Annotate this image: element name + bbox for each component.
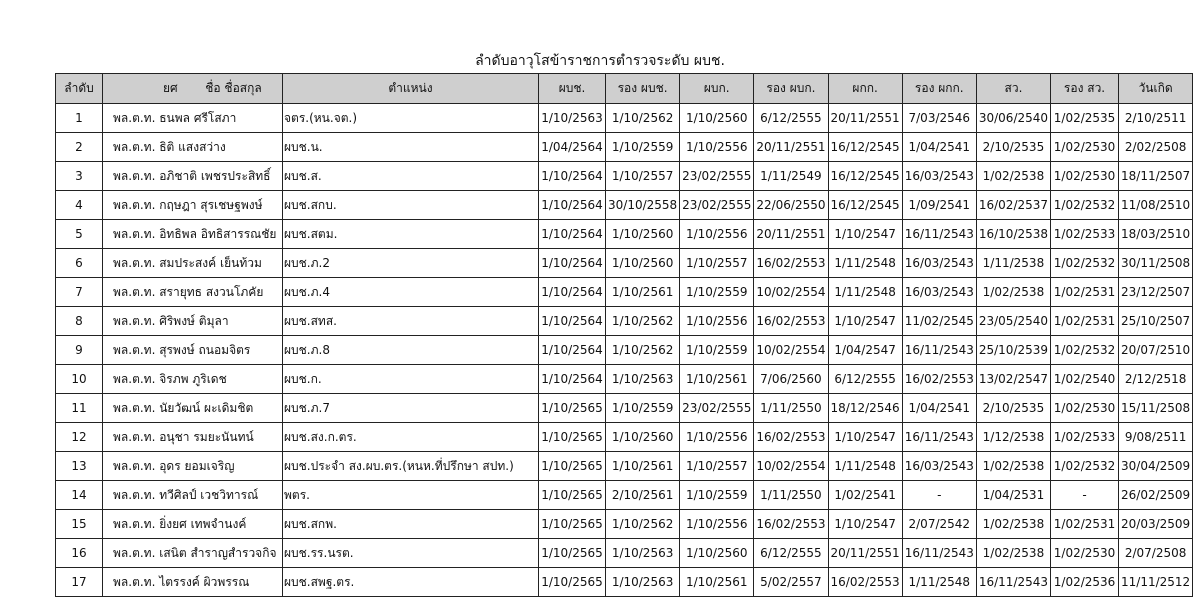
cell-order: 15 [56,510,103,539]
cell-date-6: 16/02/2553 [902,365,976,394]
cell-date-5: 1/11/2548 [828,452,902,481]
cell-date-7: 1/02/2538 [976,162,1050,191]
header-fullname: ชื่อ ชื่อสกุล [205,81,262,95]
cell-date-4: 10/02/2554 [754,336,828,365]
header-d5: ผกก. [828,74,902,104]
cell-position: จตร.(หน.จต.) [283,104,539,133]
cell-date-9: 25/10/2507 [1119,307,1193,336]
cell-date-5: 1/10/2547 [828,510,902,539]
cell-name: พล.ต.ท. อนุชา รมยะนันทน์ [103,423,283,452]
cell-date-8: 1/02/2531 [1051,510,1119,539]
cell-date-4: 22/06/2550 [754,191,828,220]
cell-order: 14 [56,481,103,510]
cell-date-9: 30/04/2509 [1119,452,1193,481]
cell-date-7: 25/10/2539 [976,336,1050,365]
header-name [103,74,283,104]
cell-date-5: 1/10/2547 [828,220,902,249]
cell-date-7: 16/11/2543 [976,568,1050,597]
cell-order: 3 [56,162,103,191]
cell-name: พล.ต.ท. สมประสงค์ เย็นท้วม [103,249,283,278]
cell-date-3: 1/10/2556 [680,307,754,336]
cell-date-7: 1/02/2538 [976,510,1050,539]
cell-date-6: 16/11/2543 [902,336,976,365]
cell-position: ผบช.สกพ. [283,510,539,539]
cell-date-2: 1/10/2559 [606,133,680,162]
header-d2: รอง ผบช. [606,74,680,104]
cell-date-3: 1/10/2560 [680,104,754,133]
cell-order: 7 [56,278,103,307]
table-row [56,307,1193,336]
cell-date-1: 1/10/2564 [539,191,606,220]
cell-date-4: 1/11/2550 [754,394,828,423]
cell-date-5: 16/02/2553 [828,568,902,597]
cell-date-8: 1/02/2531 [1051,278,1119,307]
cell-date-7: 1/12/2538 [976,423,1050,452]
table-row [56,220,1193,249]
cell-order: 11 [56,394,103,423]
cell-name: พล.ต.ท. ธนพล ศรีโสภา [103,104,283,133]
cell-order: 5 [56,220,103,249]
cell-date-3: 1/10/2556 [680,220,754,249]
cell-order: 13 [56,452,103,481]
cell-date-6: 16/03/2543 [902,162,976,191]
cell-date-5: 16/12/2545 [828,133,902,162]
cell-date-8: 1/02/2540 [1051,365,1119,394]
cell-date-3: 1/10/2557 [680,249,754,278]
table-row [56,133,1193,162]
table-row [56,336,1193,365]
cell-name: พล.ต.ท. ธิติ แสงสว่าง [103,133,283,162]
cell-date-2: 1/10/2563 [606,539,680,568]
cell-date-2: 1/10/2562 [606,336,680,365]
cell-date-8: 1/02/2536 [1051,568,1119,597]
cell-date-9: 2/07/2508 [1119,539,1193,568]
cell-date-5: 20/11/2551 [828,104,902,133]
cell-date-1: 1/10/2564 [539,249,606,278]
cell-position: พตร. [283,481,539,510]
cell-date-3: 1/10/2557 [680,452,754,481]
cell-date-2: 1/10/2562 [606,307,680,336]
cell-date-9: 20/07/2510 [1119,336,1193,365]
cell-position: ผบช.รร.นรต. [283,539,539,568]
cell-date-2: 30/10/2558 [606,191,680,220]
cell-date-8: 1/02/2533 [1051,220,1119,249]
table-row [56,539,1193,568]
cell-date-4: 1/11/2550 [754,481,828,510]
header-rank: ยศ [162,81,178,95]
cell-date-2: 1/10/2563 [606,568,680,597]
cell-date-4: 16/02/2553 [754,423,828,452]
cell-position: ผบช.ภ.7 [283,394,539,423]
cell-order: 2 [56,133,103,162]
cell-date-6: 16/11/2543 [902,220,976,249]
table-row [56,249,1193,278]
table-row [56,278,1193,307]
cell-date-7: 2/10/2535 [976,133,1050,162]
cell-date-3: 1/10/2560 [680,539,754,568]
cell-date-3: 1/10/2559 [680,336,754,365]
cell-date-8: 1/02/2535 [1051,104,1119,133]
table-row [56,365,1193,394]
cell-date-6: 1/04/2541 [902,394,976,423]
cell-date-1: 1/10/2565 [539,568,606,597]
cell-date-7: 1/02/2538 [976,452,1050,481]
cell-name: พล.ต.ท. สุรพงษ์ ถนอมจิตร [103,336,283,365]
cell-date-3: 1/10/2559 [680,481,754,510]
cell-date-9: 2/02/2508 [1119,133,1193,162]
cell-name: พล.ต.ท. ศิริพงษ์ ติมุลา [103,307,283,336]
cell-date-6: 16/03/2543 [902,249,976,278]
cell-date-7: 1/11/2538 [976,249,1050,278]
cell-date-7: 30/06/2540 [976,104,1050,133]
cell-date-9: 23/12/2507 [1119,278,1193,307]
table-row [56,452,1193,481]
cell-date-1: 1/10/2564 [539,278,606,307]
cell-date-2: 1/10/2562 [606,510,680,539]
table-row [56,394,1193,423]
cell-date-8: 1/02/2532 [1051,336,1119,365]
cell-date-2: 1/10/2563 [606,365,680,394]
cell-order: 17 [56,568,103,597]
cell-date-7: 1/02/2538 [976,278,1050,307]
cell-date-1: 1/10/2565 [539,539,606,568]
table-body [56,104,1193,597]
cell-date-6: 7/03/2546 [902,104,976,133]
cell-date-9: 30/11/2508 [1119,249,1193,278]
cell-date-8: 1/02/2530 [1051,162,1119,191]
cell-date-9: 18/11/2507 [1119,162,1193,191]
cell-date-8: 1/02/2532 [1051,452,1119,481]
cell-date-5: 18/12/2546 [828,394,902,423]
cell-order: 16 [56,539,103,568]
cell-name: พล.ต.ท. อิทธิพล อิทธิสารรณชัย [103,220,283,249]
table-row [56,568,1193,597]
header-row [56,74,1193,104]
cell-name: พล.ต.ท. กฤษฎา สุรเชษฐพงษ์ [103,191,283,220]
cell-date-3: 1/10/2561 [680,568,754,597]
header-d7: สว. [976,74,1050,104]
cell-date-7: 16/02/2537 [976,191,1050,220]
cell-date-4: 10/02/2554 [754,452,828,481]
cell-date-4: 7/06/2560 [754,365,828,394]
cell-date-9: 2/12/2518 [1119,365,1193,394]
cell-position: ผบช.น. [283,133,539,162]
cell-position: ผบช.ส. [283,162,539,191]
header-position: ตำแหน่ง [283,74,539,104]
cell-position: ผบช.สตม. [283,220,539,249]
cell-date-3: 1/10/2559 [680,278,754,307]
cell-date-6: 11/02/2545 [902,307,976,336]
table-row [56,191,1193,220]
cell-position: ผบช.สพฐ.ตร. [283,568,539,597]
cell-date-4: 20/11/2551 [754,133,828,162]
cell-name: พล.ต.ท. ทวีศิลป์ เวชวิทารณ์ [103,481,283,510]
cell-order: 9 [56,336,103,365]
cell-date-1: 1/10/2565 [539,510,606,539]
table-row [56,481,1193,510]
cell-date-5: 1/11/2548 [828,249,902,278]
cell-date-3: 1/10/2561 [680,365,754,394]
header-d9: วันเกิด [1119,74,1193,104]
cell-date-9: 11/11/2512 [1119,568,1193,597]
cell-date-2: 1/10/2560 [606,220,680,249]
cell-date-4: 10/02/2554 [754,278,828,307]
cell-date-2: 1/10/2560 [606,249,680,278]
cell-date-9: 2/10/2511 [1119,104,1193,133]
header-d1: ผบช. [539,74,606,104]
cell-name: พล.ต.ท. นัยวัฒน์ ผะเดิมชิต [103,394,283,423]
cell-position: ผบช.ประจำ สง.ผบ.ตร.(หนห.ที่ปรึกษา สปท.) [283,452,539,481]
cell-position: ผบช.ภ.8 [283,336,539,365]
cell-name: พล.ต.ท. ยิ่งยศ เทพจำนงค์ [103,510,283,539]
cell-date-5: 1/11/2548 [828,278,902,307]
header-order: ลำดับ [56,74,103,104]
header-d8: รอง สว. [1051,74,1119,104]
cell-date-2: 1/10/2562 [606,104,680,133]
cell-date-1: 1/10/2564 [539,336,606,365]
cell-date-9: 9/08/2511 [1119,423,1193,452]
cell-date-5: 20/11/2551 [828,539,902,568]
cell-date-4: 1/11/2549 [754,162,828,191]
cell-date-4: 6/12/2555 [754,104,828,133]
cell-date-3: 23/02/2555 [680,162,754,191]
cell-date-5: 1/10/2547 [828,307,902,336]
cell-date-5: 6/12/2555 [828,365,902,394]
cell-date-5: 1/10/2547 [828,423,902,452]
cell-date-7: 1/02/2538 [976,539,1050,568]
cell-name: พล.ต.ท. อภิชาติ เพชรประสิทธิ์ [103,162,283,191]
cell-date-4: 6/12/2555 [754,539,828,568]
cell-date-1: 1/10/2564 [539,162,606,191]
cell-date-8: 1/02/2532 [1051,191,1119,220]
cell-date-6: 2/07/2542 [902,510,976,539]
cell-date-3: 1/10/2556 [680,133,754,162]
cell-date-6: 16/03/2543 [902,452,976,481]
cell-date-2: 1/10/2559 [606,394,680,423]
cell-date-4: 16/02/2553 [754,510,828,539]
cell-name: พล.ต.ท. อุดร ยอมเจริญ [103,452,283,481]
cell-date-5: 16/12/2545 [828,162,902,191]
cell-date-3: 23/02/2555 [680,191,754,220]
cell-date-8: 1/02/2530 [1051,394,1119,423]
cell-date-7: 16/10/2538 [976,220,1050,249]
header-d3: ผบก. [680,74,754,104]
cell-date-8: 1/02/2530 [1051,133,1119,162]
cell-date-7: 23/05/2540 [976,307,1050,336]
cell-date-9: 20/03/2509 [1119,510,1193,539]
cell-order: 1 [56,104,103,133]
seniority-table [55,73,1193,597]
header-d4: รอง ผบก. [754,74,828,104]
cell-date-1: 1/10/2565 [539,394,606,423]
cell-order: 10 [56,365,103,394]
cell-order: 12 [56,423,103,452]
cell-position: ผบช.ภ.2 [283,249,539,278]
cell-date-4: 16/02/2553 [754,307,828,336]
cell-position: ผบช.ภ.4 [283,278,539,307]
cell-date-4: 5/02/2557 [754,568,828,597]
cell-position: ผบช.สกบ. [283,191,539,220]
cell-date-1: 1/10/2564 [539,220,606,249]
table-row [56,510,1193,539]
cell-date-5: 1/02/2541 [828,481,902,510]
cell-order: 8 [56,307,103,336]
cell-name: พล.ต.ท. เสนิต สำราญสำรวจกิจ [103,539,283,568]
document-title: ลำดับอาวุโสข้าราชการตำรวจระดับ ผบช. [475,53,725,69]
cell-date-9: 26/02/2509 [1119,481,1193,510]
header-d6: รอง ผกก. [902,74,976,104]
cell-date-6: 16/11/2543 [902,539,976,568]
cell-position: ผบช.ก. [283,365,539,394]
table-row [56,104,1193,133]
cell-date-1: 1/10/2564 [539,365,606,394]
cell-date-9: 18/03/2510 [1119,220,1193,249]
cell-date-1: 1/10/2563 [539,104,606,133]
cell-date-6: 1/04/2541 [902,133,976,162]
cell-date-2: 1/10/2561 [606,278,680,307]
cell-date-9: 11/08/2510 [1119,191,1193,220]
cell-date-2: 2/10/2561 [606,481,680,510]
cell-date-3: 1/10/2556 [680,423,754,452]
table-row [56,423,1193,452]
cell-date-1: 1/10/2565 [539,481,606,510]
cell-date-1: 1/10/2565 [539,452,606,481]
cell-date-1: 1/04/2564 [539,133,606,162]
cell-date-7: 13/02/2547 [976,365,1050,394]
cell-order: 6 [56,249,103,278]
cell-date-6: - [902,481,976,510]
cell-date-4: 20/11/2551 [754,220,828,249]
cell-name: พล.ต.ท. สรายุทธ สงวนโภคัย [103,278,283,307]
cell-date-6: 1/09/2541 [902,191,976,220]
cell-date-2: 1/10/2560 [606,423,680,452]
cell-date-8: 1/02/2532 [1051,249,1119,278]
cell-order: 4 [56,191,103,220]
cell-date-4: 16/02/2553 [754,249,828,278]
cell-date-9: 15/11/2508 [1119,394,1193,423]
cell-date-3: 1/10/2556 [680,510,754,539]
cell-date-7: 2/10/2535 [976,394,1050,423]
cell-date-3: 23/02/2555 [680,394,754,423]
cell-date-1: 1/10/2564 [539,307,606,336]
cell-date-8: - [1051,481,1119,510]
table-row [56,162,1193,191]
cell-date-6: 16/03/2543 [902,278,976,307]
cell-date-8: 1/02/2530 [1051,539,1119,568]
cell-date-8: 1/02/2531 [1051,307,1119,336]
cell-date-2: 1/10/2561 [606,452,680,481]
cell-date-1: 1/10/2565 [539,423,606,452]
cell-position: ผบช.สทส. [283,307,539,336]
cell-date-2: 1/10/2557 [606,162,680,191]
cell-position: ผบช.สง.ก.ตร. [283,423,539,452]
cell-date-8: 1/02/2533 [1051,423,1119,452]
cell-date-7: 1/04/2531 [976,481,1050,510]
cell-name: พล.ต.ท. จิรภพ ภูริเดช [103,365,283,394]
cell-date-6: 1/11/2548 [902,568,976,597]
cell-name: พล.ต.ท. ไตรรงค์ ผิวพรรณ [103,568,283,597]
cell-date-5: 16/12/2545 [828,191,902,220]
cell-date-5: 1/04/2547 [828,336,902,365]
cell-date-6: 16/11/2543 [902,423,976,452]
